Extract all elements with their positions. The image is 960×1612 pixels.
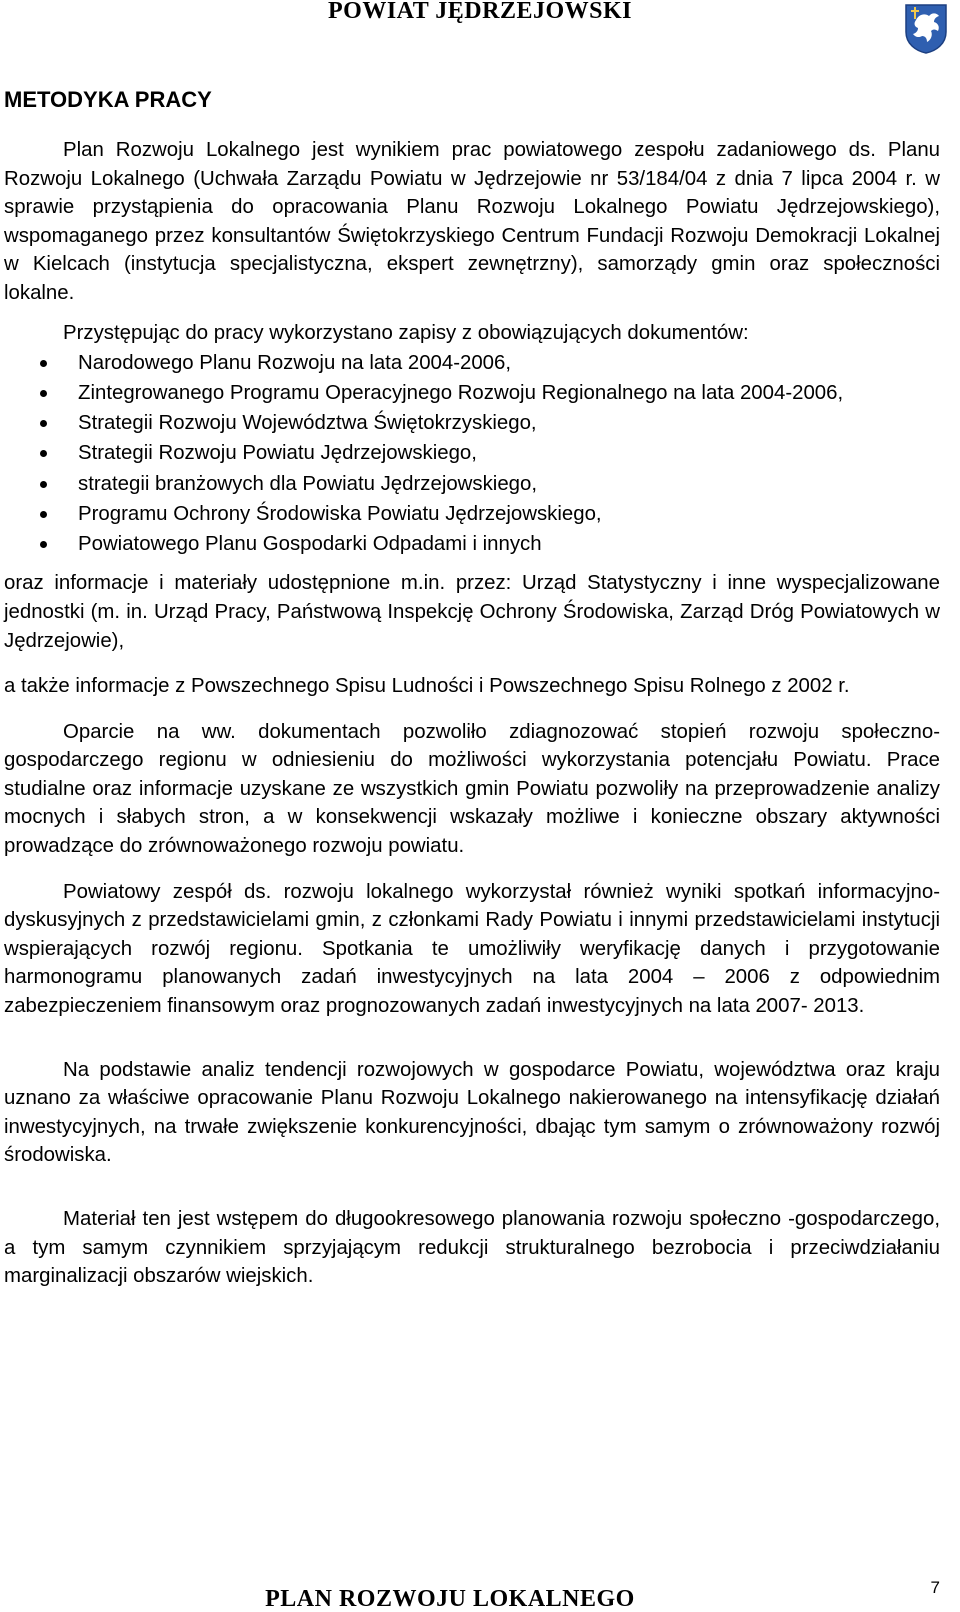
paragraph-census: a także informacje z Powszechnego Spisu Ludności i Powszechnego Spisu Rolnego z 2002 r. (4, 675, 850, 698)
page-number: 7 (930, 1578, 940, 1597)
header-title: POWIAT JĘDRZEJOWSKI (327, 0, 632, 24)
list-item: strategii branżowych dla Powiatu Jędrzejowskiego, (4, 470, 940, 499)
bullet-icon (40, 450, 47, 457)
bullet-icon (40, 541, 47, 548)
paragraph-documents-intro: Przystępując do pracy wykorzystano zapisy z obowiązujących dokumentów: (63, 321, 749, 344)
coat-of-arms-icon (903, 2, 949, 54)
list-item: Strategii Rozwoju Województwa Świętokrzyskiego, (4, 409, 940, 438)
paragraph-intro: Plan Rozwoju Lokalnego jest wynikiem prac powiatowego zespołu zadaniowego ds. Planu Rozwoju Lokalnego (Uchwała Zarządu Powiatu w Jędrzejowie nr 53/184/04 z dnia 7 lipca 2004 r. w sprawie przystąpienia do opracowania Planu Rozwoju Lokalnego Powiatu Jędrzejowskiego), wspomaganego przez konsultantów Świętokrzyskiego Centrum Fundacji Rozwoju Demokracji Lokalnej w Kielcach (instytucja specjalistyczna, ekspert zewnętrzny), samorządy gmin oraz społeczności lokalne. (4, 139, 940, 304)
bullet-icon (40, 360, 47, 367)
list-item: Strategii Rozwoju Powiatu Jędrzejowskiego, (4, 439, 940, 468)
main-content (4, 86, 940, 1291)
bullet-icon (40, 420, 47, 427)
list-item: Powiatowego Planu Gospodarki Odpadami i innych (4, 530, 940, 559)
paragraph-team-meetings: Powiatowy zespół ds. rozwoju lokalnego wykorzystał również wyniki spotkań informacyjno-dyskusyjnych z przedstawicielami gmin, z członkami Rady Powiatu i innymi przedstawicielami instytucji wspierających rozwój regionu. Spotkania te umożliwiły weryfikację danych i przygotowanie harmonogramu planowanych zadań inwestycyjnych na lata 2004 – 2006 z odpowiednim zabezpieczeniem finansowym oraz prognozowanych zadań inwestycyjnych na lata 2007- 2013. (4, 880, 940, 1018)
paragraph-diagnosis: Oparcie na ww. dokumentach pozwoliło zdiagnozować stopień rozwoju społeczno-gospodarczego regionu w odniesieniu do możliwości wykorzystania potencjału Powiatu. Prace studialne oraz informacje uzyskane ze wszystkich gmin Powiatu pozwoliły na przeprowadzenie analizy mocnych i słabych stron, a w konsekwencji wskazały możliwe i konieczne obszary aktywności prowadzące do zrównoważonego rozwoju powiatu. (4, 720, 940, 858)
documents-list (4, 349, 940, 558)
paragraph-sources: oraz informacje i materiały udostępnione m.in. przez: Urząd Statystyczny i inne wyspecjalizowane jednostki (m. in. Urząd Pracy, Państwową Inspekcję Ochrony Środowiska, Zarząd Dróg Powiatowych w Jędrzejowie), (4, 572, 940, 652)
paragraph-analysis: Na podstawie analiz tendencji rozwojowych w gospodarce Powiatu, województwa oraz kraju uznano za właściwe opracowanie Planu Rozwoju Lokalnego nakierowanego na intensyfikację działań inwestycyjnych, na trwałe zwiększenie konkurencyjności, dbając tym samym o zrównoważony rozwój środowiska. (4, 1058, 940, 1167)
footer-title: PLAN ROZWOJU LOKALNEGO (265, 1586, 635, 1612)
section-title: METODYKA PRACY (4, 87, 212, 112)
list-item: Zintegrowanego Programu Operacyjnego Rozwoju Regionalnego na lata 2004-2006, (4, 379, 940, 408)
bullet-icon (40, 511, 47, 518)
bullet-icon (40, 390, 47, 397)
paragraph-conclusion: Materiał ten jest wstępem do długookresowego planowania rozwoju społeczno -gospodarczego, a tym samym czynnikiem sprzyjającym redukcji strukturalnego bezrobocia i przeciwdziałaniu marginalizacji obszarów wiejskich. (4, 1208, 940, 1288)
list-item: Programu Ochrony Środowiska Powiatu Jędrzejowskiego, (4, 500, 940, 529)
bullet-icon (40, 481, 47, 488)
list-item: Narodowego Planu Rozwoju na lata 2004-2006, (4, 349, 940, 378)
